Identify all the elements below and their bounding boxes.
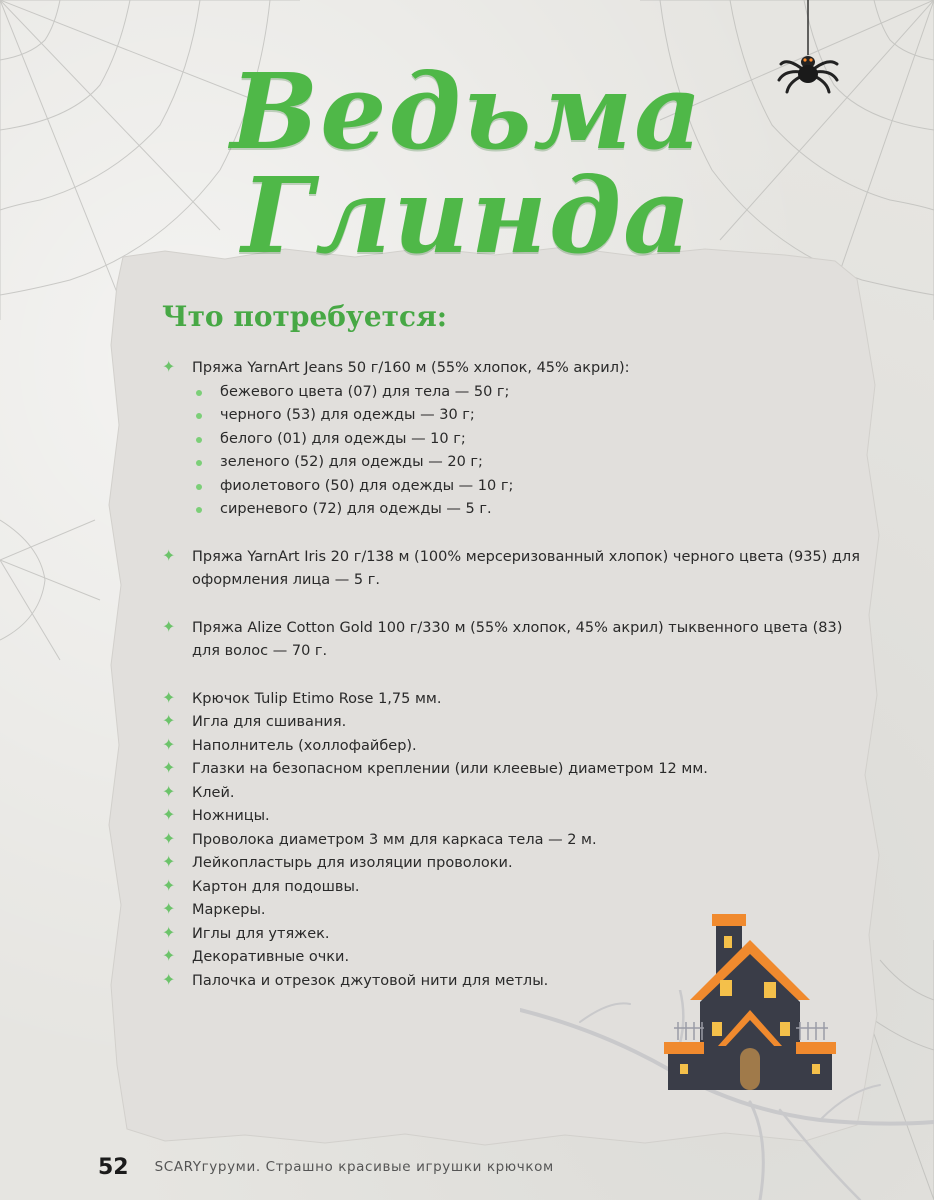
page-title: Ведьма Глинда (230, 50, 704, 277)
sub-item (192, 381, 860, 405)
list-item-tool (160, 946, 860, 970)
sub-item (192, 498, 860, 522)
item-text: Игла для сшивания. (192, 714, 347, 730)
star-bullet-icon: ✦ (162, 922, 176, 942)
list-item-tool (160, 805, 860, 829)
sub-item-text: зеленого (52) для одежды — 20 г; (220, 454, 483, 470)
item-text: Декоративные очки. (192, 949, 350, 965)
star-bullet-icon: ✦ (162, 828, 176, 848)
list-item-yarn-alize (160, 617, 860, 664)
item-text: Ножницы. (192, 808, 270, 824)
list-item-tool (160, 970, 860, 994)
page-footer (98, 1152, 554, 1182)
dot-bullet-icon (196, 507, 202, 513)
item-text: Проволока диаметром 3 мм для каркаса тела — 2 м. (192, 831, 597, 848)
dot-bullet-icon (196, 437, 202, 443)
star-bullet-icon: ✦ (162, 852, 176, 871)
item-text: Пряжа YarnArt Iris 20 г/138 м (100% мерсеризованный хлопок) черного цвета (935) для оформления лица — 5 г. (192, 548, 860, 588)
star-bullet-icon: ✦ (162, 357, 176, 376)
spider-icon (775, 0, 845, 100)
sub-item-text: фиолетового (50) для одежды — 10 г; (220, 477, 514, 494)
sub-item-text: сиреневого (72) для одежды — 5 г. (220, 501, 492, 517)
list-item-yarn-jeans (160, 357, 860, 522)
star-bullet-icon: ✦ (162, 734, 176, 754)
list-item-tool (160, 782, 860, 806)
star-bullet-icon: ✦ (162, 545, 176, 565)
item-text: Крючок Tulip Etimo Rose 1,75 мм. (192, 690, 442, 707)
page-number: 52 (98, 1154, 129, 1180)
sub-item-text: белого (01) для одежды — 10 г; (220, 430, 466, 447)
list-item-tool (160, 735, 860, 759)
book-title: SCARYгуруми. Страшно красивые игрушки крючком (154, 1159, 554, 1175)
item-text: Наполнитель (холлофайбер). (192, 737, 417, 754)
item-text: Лейкопластырь для изоляции проволоки. (192, 855, 513, 871)
list-item-tool (160, 758, 860, 782)
item-text: Палочка и отрезок джутовой нити для метлы. (192, 972, 549, 989)
materials-list (160, 357, 860, 993)
dot-bullet-icon (196, 390, 202, 396)
star-bullet-icon: ✦ (162, 875, 176, 895)
dot-bullet-icon (196, 413, 202, 419)
item-text: Пряжа YarnArt Jeans 50 г/160 м (55% хлопок, 45% акрил): (192, 360, 630, 376)
star-bullet-icon: ✦ (162, 969, 176, 989)
list-item-tool (160, 876, 860, 900)
star-bullet-icon: ✦ (162, 805, 176, 824)
list-item-tool (160, 711, 860, 735)
list-item-tool (160, 899, 860, 923)
star-bullet-icon: ✦ (162, 946, 176, 965)
dot-bullet-icon (196, 460, 202, 466)
star-bullet-icon: ✦ (162, 899, 176, 918)
list-item-tool (160, 829, 860, 853)
materials-section (160, 300, 860, 993)
item-text: Иглы для утяжек. (192, 925, 330, 942)
sub-item (192, 451, 860, 475)
star-bullet-icon: ✦ (162, 758, 176, 777)
item-text: Клей. (192, 784, 235, 801)
item-text: Глазки на безопасном креплении (или клеевые) диаметром 12 мм. (192, 761, 708, 777)
star-bullet-icon: ✦ (162, 711, 176, 730)
list-item-tool (160, 923, 860, 947)
sub-item (192, 475, 860, 499)
item-text: Маркеры. (192, 902, 266, 918)
list-item-tool (160, 688, 860, 712)
item-text: Картон для подошвы. (192, 878, 360, 895)
list-item-tool (160, 852, 860, 876)
sub-item-text: черного (53) для одежды — 30 г; (220, 407, 475, 423)
list-item-yarn-iris (160, 546, 860, 593)
dot-bullet-icon (196, 484, 202, 490)
star-bullet-icon: ✦ (162, 616, 176, 636)
yarn-colors-list (192, 381, 860, 522)
sub-item (192, 428, 860, 452)
item-text: Пряжа Alize Cotton Gold 100 г/330 м (55% хлопок, 45% акрил) тыквенного цвета (83) для волос — 70 г. (192, 619, 843, 659)
section-heading: Что потребуется: (162, 300, 448, 333)
star-bullet-icon: ✦ (162, 687, 176, 707)
star-bullet-icon: ✦ (162, 781, 176, 801)
sub-item (192, 404, 860, 428)
sub-item-text: бежевого цвета (07) для тела — 50 г; (220, 383, 510, 400)
